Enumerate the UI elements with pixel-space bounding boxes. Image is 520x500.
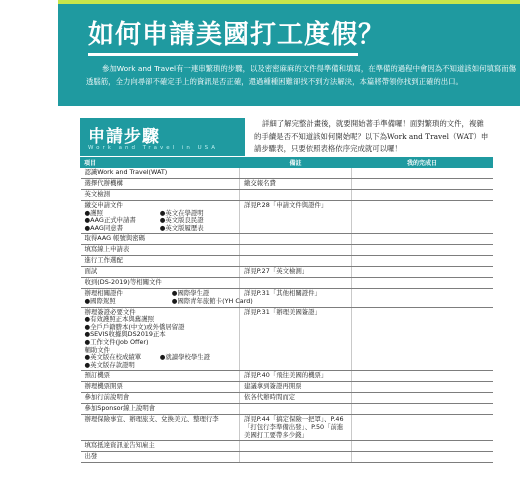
step-text: 參加行前說明會	[84, 393, 130, 402]
step-text: 參加Sponsor線上說明會	[84, 404, 156, 413]
step-text: 辦理簽證必要文件	[84, 307, 136, 316]
step-text: 辦理機票開票	[84, 382, 123, 391]
section-subtitle: Work and Travel in USA	[88, 145, 219, 151]
note-text: 詳見P.31「辦理美國簽證」	[244, 307, 321, 316]
section-description: 詳細了解完整計畫後，就要開始著手準備囉！面對繁瑣的文件，複雜的手續是否不知道該如何開始呢？以下為Work and Travel（WAT）申請步驟表，只要依照表格依序完成就可以囉！	[254, 119, 489, 153]
table-row	[81, 190, 493, 201]
completion-date-cell[interactable]	[352, 190, 493, 201]
supporting-docs-list	[85, 354, 236, 369]
completion-date-cell[interactable]	[352, 382, 493, 393]
note-text: 詳見P.27「英文檢測」	[244, 267, 309, 276]
step-text: 英文檢測	[84, 190, 111, 198]
table-row	[81, 267, 493, 278]
step-text: 認識Work and Travel(WAT)	[84, 168, 168, 176]
step-note	[240, 168, 352, 179]
step-note	[240, 289, 352, 307]
table-row	[81, 289, 493, 307]
list-item: ●英文在學證明	[159, 208, 204, 217]
step-item	[81, 307, 240, 371]
table-header-row	[81, 158, 493, 168]
step-text: 繳交申請文件	[84, 201, 123, 209]
step-text: 預訂機票	[84, 371, 111, 380]
table-row	[81, 452, 493, 463]
completion-date-cell[interactable]	[352, 267, 493, 278]
accent-stripe	[58, 0, 520, 4]
completion-date-cell[interactable]	[352, 441, 493, 452]
list-item: ●有效護照正本與舊護照	[84, 315, 154, 324]
header-done-date: 我的完成日	[352, 158, 493, 168]
step-item	[81, 452, 240, 463]
completion-date-cell[interactable]	[352, 168, 493, 179]
step-item	[81, 168, 240, 179]
step-text: 選擇代辦機構	[84, 179, 123, 187]
step-note	[240, 190, 352, 201]
step-item	[81, 256, 240, 267]
note-text: 詳見P.40「飛往美國的機票」	[244, 371, 328, 380]
step-item	[81, 441, 240, 452]
list-item: ●SEVIS收據與DS2019正本	[84, 330, 166, 339]
step-text: 填寫抵達資訊並告知雇主	[84, 441, 155, 450]
table-row	[81, 234, 493, 245]
step-note	[240, 371, 352, 382]
table-row	[81, 441, 493, 452]
list-item: 輔助文件	[84, 345, 111, 354]
table-row	[81, 201, 493, 234]
step-text: 辦理保險事宜、辦理旅支、兌換美元、整理行李	[84, 415, 219, 424]
step-text: 填寫線上申請表	[84, 245, 130, 254]
completion-date-cell[interactable]	[352, 234, 493, 245]
table-row	[81, 393, 493, 404]
completion-date-cell[interactable]	[352, 404, 493, 415]
table-row	[81, 256, 493, 267]
certificate-list	[84, 289, 253, 305]
table-row	[81, 278, 493, 289]
step-text: 取得AAG 帳號與密碼	[84, 234, 146, 243]
list-item: ●英文版在校成績單	[84, 353, 142, 362]
header-item: 項目	[81, 158, 240, 168]
step-item	[81, 267, 240, 278]
step-note	[240, 234, 352, 245]
completion-date-cell[interactable]	[352, 201, 493, 234]
step-item	[81, 190, 240, 201]
step-note	[240, 441, 352, 452]
step-item	[81, 179, 240, 190]
note-text: 依各代辦時間而定	[244, 393, 296, 402]
step-item	[81, 393, 240, 404]
step-item	[81, 289, 253, 307]
step-item	[81, 245, 240, 256]
table-row	[81, 371, 493, 382]
step-note	[240, 404, 352, 415]
list-item: ●工作文件(Job Offer)	[84, 337, 149, 346]
note-text: 詳見P.31「其他相關證件」	[244, 289, 321, 298]
section-header	[80, 118, 245, 156]
table-row	[81, 382, 493, 393]
step-note	[240, 452, 352, 463]
step-text: 出發	[84, 452, 98, 461]
steps-table	[80, 157, 493, 463]
step-text: 辦理相關證件	[84, 289, 123, 298]
note-text: 詳見P.44「搞定保險一把罩」、P.46「打包行李準備出發」、P.50「前進美國打工要帶多少錢」	[244, 415, 344, 439]
table-row	[81, 179, 493, 190]
list-item: ●國際駕照	[84, 296, 116, 305]
step-item	[81, 404, 240, 415]
step-item	[81, 371, 240, 382]
completion-date-cell[interactable]	[352, 393, 493, 404]
table-row	[81, 245, 493, 256]
completion-date-cell[interactable]	[352, 245, 493, 256]
list-item: ●全戶戶籍謄本(中文)或外僑居留證	[84, 322, 185, 331]
step-note	[240, 278, 352, 289]
step-item	[81, 201, 240, 234]
step-note	[240, 267, 352, 278]
step-item	[81, 382, 240, 393]
section-title: 申請步驟	[88, 127, 160, 147]
list-item: ●英文版良民證	[159, 216, 204, 225]
completion-date-cell[interactable]	[352, 371, 493, 382]
table-row	[81, 404, 493, 415]
step-note	[240, 256, 352, 267]
step-note	[240, 307, 352, 371]
note-text: 繳交報名費	[244, 179, 276, 187]
list-item: ●AAG正式申請書	[84, 216, 136, 225]
page-title: 如何申請美國打工度假？	[88, 20, 386, 50]
completion-date-cell[interactable]	[352, 415, 493, 441]
completion-date-cell[interactable]	[352, 289, 493, 307]
step-text: 面試	[84, 267, 98, 276]
step-item	[81, 415, 240, 441]
list-item: ●國際學生證	[171, 289, 210, 298]
intro-paragraph: 參加Work and Travel有一連串繁瑣的步驟，以及密密麻麻的文件得準備和填寫，在準備的過程中會因為不知道該如何填寫而傷透腦筋，全力向尋卻不確定手上的資訊是否正確，還過種種困難卻找不到方法解決，本篇將帶領你找到正確的出口。	[86, 64, 517, 86]
list-item: ●護照	[84, 208, 103, 217]
step-note	[240, 382, 352, 393]
step-item	[81, 234, 240, 245]
completion-date-cell[interactable]	[352, 452, 493, 463]
table-row	[81, 168, 493, 179]
completion-date-cell[interactable]	[352, 179, 493, 190]
table-row	[81, 415, 493, 441]
step-note	[240, 415, 352, 441]
list-item: ●AAG同意書	[84, 223, 124, 232]
step-note	[240, 179, 352, 190]
step-note	[240, 245, 352, 256]
step-text: 收到(DS-2019)等相關文件	[84, 278, 162, 287]
list-item: ●英文版履歷表	[159, 223, 204, 232]
completion-date-cell[interactable]	[352, 278, 493, 289]
title-underline	[88, 53, 358, 56]
step-note	[240, 393, 352, 404]
note-text: 詳見P.28「申請文件與證件」	[244, 201, 328, 209]
note-text: 建議拿到簽證再開票	[244, 382, 302, 391]
header-note: 備註	[240, 158, 352, 168]
document-list	[85, 210, 236, 233]
list-item: ●英文版存款證明	[84, 360, 135, 369]
step-item	[81, 278, 240, 289]
step-note	[240, 201, 352, 234]
table-row	[81, 307, 493, 371]
step-text: 進行工作選配	[84, 256, 123, 265]
completion-date-cell[interactable]	[352, 307, 493, 371]
list-item: ●國際青年旅館卡(YH Card)	[171, 296, 253, 305]
list-item: ●就讀學校學生證	[159, 353, 211, 362]
completion-date-cell[interactable]	[352, 256, 493, 267]
header-banner	[58, 0, 520, 106]
